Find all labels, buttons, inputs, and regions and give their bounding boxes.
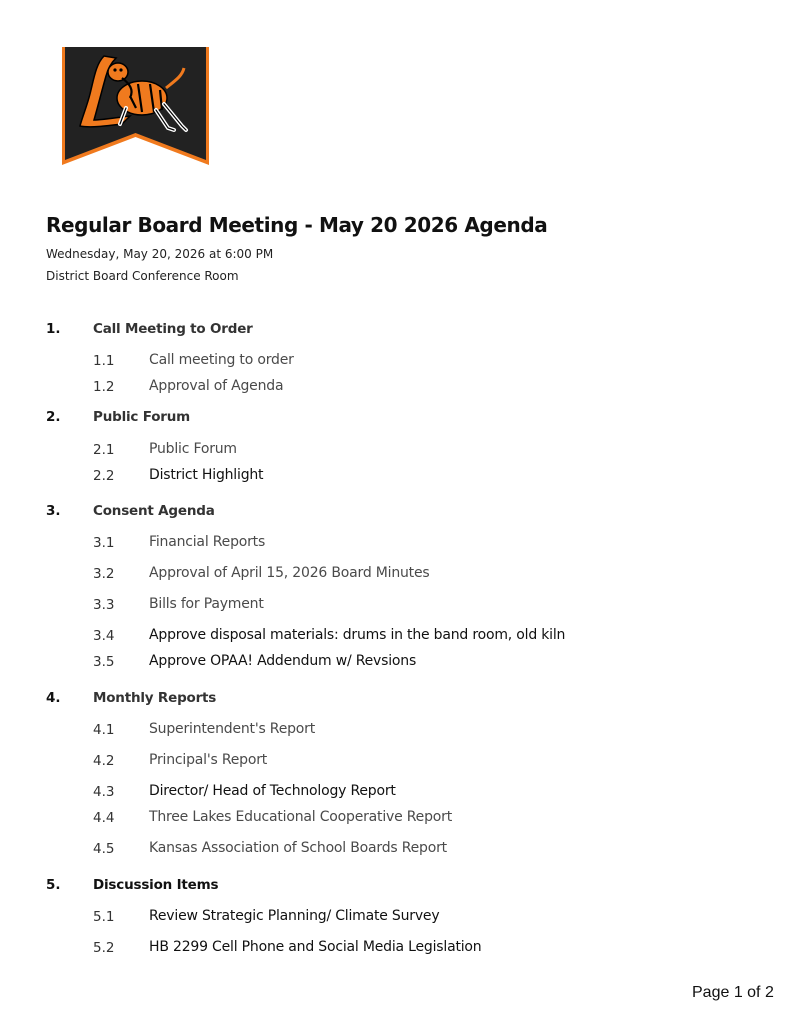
agenda-item-label[interactable]: Public Forum — [149, 441, 237, 457]
agenda-item-number: 4.4 — [93, 810, 115, 826]
agenda-item-label[interactable]: Bills for Payment — [149, 596, 264, 612]
agenda-item-label[interactable]: Kansas Association of School Boards Report — [149, 840, 447, 856]
agenda-item-label[interactable]: Approval of Agenda — [149, 378, 284, 394]
agenda-item-label[interactable]: Call meeting to order — [149, 352, 294, 368]
section-title: Monthly Reports — [93, 690, 217, 706]
agenda-item-number: 5.1 — [93, 909, 115, 925]
section-title: Discussion Items — [93, 877, 219, 893]
agenda-item-number: 4.2 — [93, 753, 115, 769]
section-title: Consent Agenda — [93, 503, 215, 519]
meeting-date-time: Wednesday, May 20, 2026 at 6:00 PM — [46, 247, 274, 261]
agenda-item-label[interactable]: HB 2299 Cell Phone and Social Media Legislation — [149, 939, 482, 955]
section-title: Public Forum — [93, 409, 191, 425]
page-number: Page 1 of 2 — [692, 984, 774, 1001]
meeting-location: District Board Conference Room — [46, 269, 239, 283]
agenda-item-label[interactable]: Approve disposal materials: drums in the band room, old kiln — [149, 627, 566, 643]
agenda-item-label[interactable]: Review Strategic Planning/ Climate Survey — [149, 908, 440, 924]
agenda-item-number: 4.5 — [93, 841, 115, 857]
agenda-item-number: 1.2 — [93, 379, 115, 395]
agenda-item-label[interactable]: Director/ Head of Technology Report — [149, 783, 396, 799]
page-title: Regular Board Meeting - May 20 2026 Agenda — [46, 213, 548, 237]
agenda-item-label[interactable]: Three Lakes Educational Cooperative Report — [149, 809, 452, 825]
agenda-item-number: 1.1 — [93, 353, 115, 369]
agenda-item-number: 5.2 — [93, 940, 115, 956]
section-number: 3. — [46, 503, 61, 519]
agenda-item-label[interactable]: Approval of April 15, 2026 Board Minutes — [149, 565, 430, 581]
agenda-item-label[interactable]: Financial Reports — [149, 534, 266, 550]
agenda-item-number: 2.1 — [93, 442, 115, 458]
agenda-item-number: 4.1 — [93, 722, 115, 738]
section-title: Call Meeting to Order — [93, 321, 253, 337]
agenda-item-number: 3.4 — [93, 628, 115, 644]
agenda-item-number: 3.2 — [93, 566, 115, 582]
agenda-item-label[interactable]: Superintendent's Report — [149, 721, 316, 737]
agenda-item-label[interactable]: Principal's Report — [149, 752, 268, 768]
section-number: 2. — [46, 409, 61, 425]
district-logo — [60, 46, 211, 168]
agenda-item-number: 2.2 — [93, 468, 115, 484]
agenda-item-number: 3.3 — [93, 597, 115, 613]
agenda-item-label[interactable]: District Highlight — [149, 467, 264, 483]
agenda-item-number: 3.1 — [93, 535, 115, 551]
section-number: 4. — [46, 690, 61, 706]
agenda-item-number: 4.3 — [93, 784, 115, 800]
agenda-item-label[interactable]: Approve OPAA! Addendum w/ Revsions — [149, 653, 417, 669]
agenda-item-number: 3.5 — [93, 654, 115, 670]
section-number: 5. — [46, 877, 61, 893]
section-number: 1. — [46, 321, 61, 337]
